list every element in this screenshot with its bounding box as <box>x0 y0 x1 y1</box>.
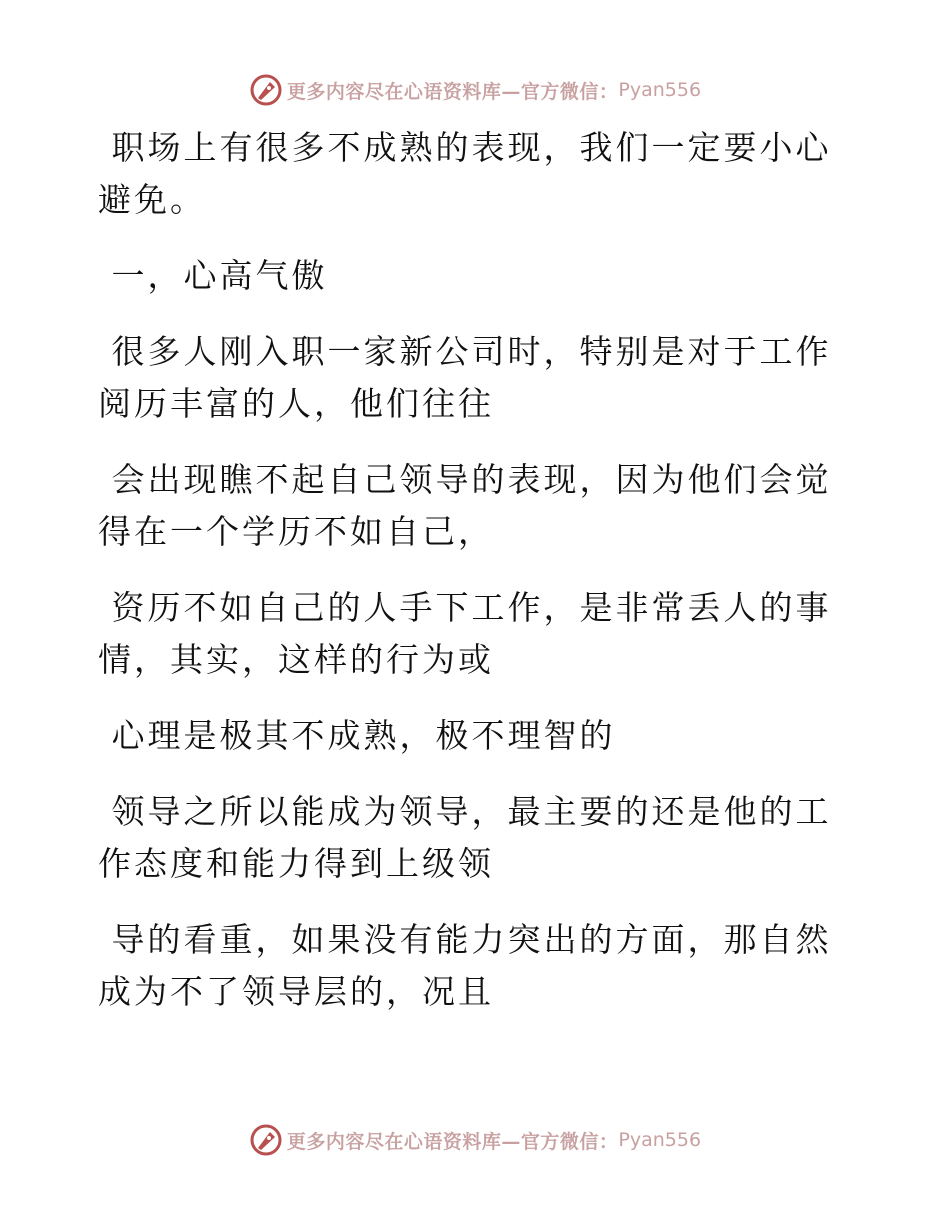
pen-nib-logo-icon <box>249 73 283 107</box>
paragraph: 心理是极其不成熟，极不理智的 <box>98 716 616 755</box>
paragraph: 很多人刚入职一家新公司时，特别是对于工作阅历丰富的人，他们往往 <box>98 332 832 423</box>
paragraph: 领导之所以能成为领导，最主要的还是他的工作态度和能力得到上级领 <box>98 792 832 883</box>
paragraph: 职场上有很多不成熟的表现，我们一定要小心避免。 <box>98 128 832 219</box>
paragraph: 会出现瞧不起自己领导的表现，因为他们会觉得在一个学历不如自己， <box>98 460 832 551</box>
header-banner <box>0 70 950 110</box>
paragraph: 导的看重，如果没有能力突出的方面，那自然成为不了领导层的，况且 <box>98 920 832 1011</box>
header-banner-text: 更多内容尽在心语资料库—官方微信： <box>286 80 619 103</box>
paragraph: 资历不如自己的人手下工作，是非常丢人的事情，其实，这样的行为或 <box>98 588 832 679</box>
section-heading: 一，心高气傲 <box>98 256 328 295</box>
footer-banner <box>0 1120 950 1160</box>
footer-banner-text: 更多内容尽在心语资料库—官方微信： <box>286 1130 619 1153</box>
document-body <box>98 122 838 1042</box>
pen-nib-logo-icon <box>249 1123 283 1157</box>
header-banner-handle: Pyan556 <box>618 79 702 101</box>
footer-banner-handle: Pyan556 <box>618 1129 702 1151</box>
